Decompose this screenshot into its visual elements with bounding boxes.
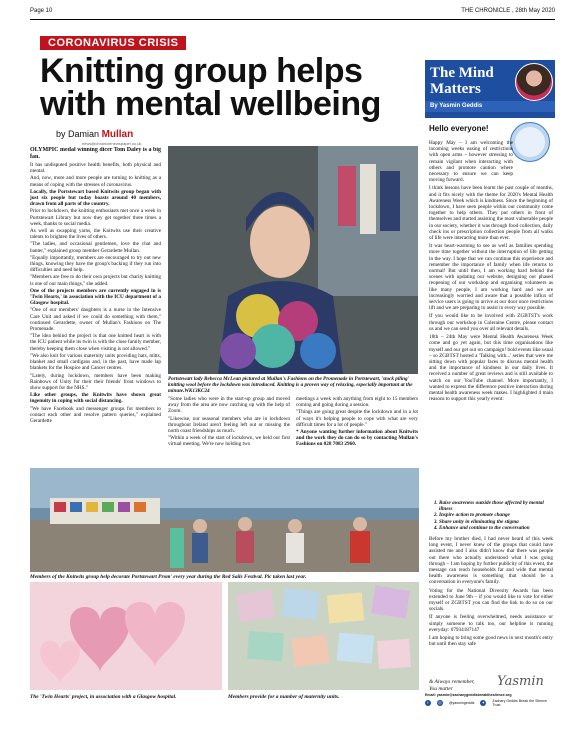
paper-issue: THE CHRONICLE , 28th May 2020 [461,8,555,14]
mind-para: If anyone is feeling overwhelmed, needs assistance or simply someone to talk too, our helpline is running everyday: 07934187147 [429,614,553,633]
photo-caption-wide: Members of the Knitwits group help decorate Portstewart Prom' every year during the Red Sails Festival. Pic taken last year. [30,574,307,580]
mind-matters-banner [425,60,555,118]
twin-hearts-art [30,582,222,690]
mind-para: Before my brother died, I had never heard of this week long event, I never knew of the groups that could have assisted me and I also didn't know that there was people out there who actually understood what I was going through – I am hoping by further publicity of this event, the message can reach households far and wide that mental health awareness is something that should be a conversation in everyone's family. [429,536,553,586]
knitting-photo-art [168,146,418,374]
mind-para: I am hoping to bring some good news in next month's entry but until then stay safe [429,635,553,648]
article-column-2 [168,396,290,466]
byline [56,129,133,140]
step-item: 2. Inspire action to promote change [439,512,551,518]
article-para: "Likewise, our seasonal members who are in lockdown throughout Ireland aren't feeling left out or missing the north coast friendships as much. [168,415,290,435]
social-handle[interactable]: @yasmingeddis [448,701,475,705]
article-para: As well as swapping yarns, the Knitwits use their creative talents to brighten the lives of others. [30,228,161,241]
article-para: "We have Facebook and messenger groups for members to contact each other and resolve pattern queries," explained Gerardette [30,405,161,424]
article-para: "Within a week of the start of lockdown, we held our first virtual meeting. We're now holding two [168,435,290,448]
mind-para: 18th – 24th May were Mental Health Awareness Week come and go yet again, but this time organisations like myself and our get out on campaign! bold events like usual – so ZGBTST hosted a 'Talking with...' series that were me sitting down with popular faces to discuss mental health and the importance of kindness in our daily lives. It received a number of great reviews and is still available to watch on our YouTube channel. More importantly, I wanted to express the difference positive interaction during mental health awareness week makes. I highlighted 4 main reasons to support this yearly event: [429,334,553,403]
signoff-line-1: & Always remember, [429,679,475,685]
article-lead: OLYMPIC medal winning dicer Tom Daley is a big fan. [30,147,161,160]
article-para: It has undisputed positive health benefits, both physical and mental. [30,162,161,175]
article-para: "Equally importantly, members are encouraged to try out new things, knowing they have the group's backing if they run into difficulties and need help. [30,254,161,274]
mind-matters-author: By Yasmin Geddis [425,101,555,112]
article-para: "One of our members' daughters is a nurse in the Intensive Care Unit and asked if we could do something with them," continued Gerardette, owner of Mullan's Fashions on The Promenade. [30,307,161,333]
photo-caption-main: Portstewart lady Rebecca McLean pictured at Mullan's Fashions on the Promenade in Portstewart, 'stock piling' knitting wool before the lockdown was introduced. Knitting is a proven way of relaxing, especially important at the minute.WK13KC24 [168,376,413,395]
byline-email: news@chroniclenewspaper.co.uk [82,141,142,146]
page-number: Page 10 [30,8,53,14]
mind-para: It was heart-warming to see as well as families spending more time together without the interruption of life getting in the way. I hope that we can continue this experience and remember the importance of family when life returns to normal! But until then, I am working hard behind the scenes with updating our website, designing our phased reopening of our workshop and organising volunteers as like many people, I am working hard and we are increasingly worried and aware that a possible influx of service users is going to arrive at our door once restrictions lift and we are preparing to assist in every way possible. [429,243,553,312]
step-item: 3. Share unity in eliminating the stigma [439,519,551,525]
byline-first: Damian [68,129,100,139]
article-para: "Some ladies who were in the start-up group and moved away from the area are now catching up with the help of Zoom. [168,396,290,415]
article-para: "Things are going great despite the lockdown and in a lot of ways it's helping people to cope with what are very difficult times for a lot of people." [296,409,418,428]
mind-para: Voting for the National Diversity Awards has been extended to June 9th – if you would like to vote for either myself or ZGBTST you can find the link to do so on our socials. [429,587,553,613]
byline-prefix: by [56,129,66,139]
mind-para: Happy May – I am welcoming the incoming weeks easing of restrictions with open arms – however stressing to remain vigilant when interacting with others and promote caution where necessary to ensure we can keep moving forward. [429,140,513,184]
instagram-icon: ◎ [438,700,442,705]
trust-name: Zachary Geddis Break the Silence Trust [492,699,547,707]
photo-caption-squares: Members provide for a number of maternity units. [228,694,340,700]
byline-last: Mullan [101,129,134,140]
article-para: "The idea behind the project is that one knitted heart is with the ICU patient while its twin is with the close family member, thereby keeping them close when visiting is not allowed." [30,333,161,352]
article-para: Locally, the Portstewart based Knitwits group began with just six people but today boasts around 40 members, drawn from all parts of the country. [30,188,161,208]
article-para: Prior to lockdown, the knitting enthusiasts met once a week in Portstewart Library but now they get together three times a week, thanks to social media. [30,208,161,227]
article-para: "Lately, during lockdown, members have been making Rainbows of Unity for their their friends' front windows to show support for the NHS." [30,372,161,391]
signature: Yasmin [497,674,544,689]
maternity-knits-photo [228,582,419,690]
prom-photo-art [30,468,419,572]
greeting: Hello everyone! [429,124,489,133]
article-para: * Anyone wanting further information about Knitwits and the work they do can do so by contacting Mullan's Fashions on 028 7083 2960. [296,429,418,448]
article-para: "Members are free to do their own projects but charity knitting is one of our main things," she added. [30,274,161,287]
article-para: "We also knit for various maternity units providing hats, mitts, blanket and small cardigans and, in the past, have made lap blankets for the Hospice and Cancer centres. [30,352,161,372]
article-para: Like other groups, the Knitwits have shown great ingenuity in coping with social distancing. [30,392,161,405]
photo-caption-pink: The 'Twin Hearts' project, in association with a Glasgow hospital. [30,694,177,700]
knitting-photo [168,146,418,374]
article-para: "The ladies, and occasional gentlemen, love the chat and banter," explained group member Gerardette Mullan. [30,241,161,254]
article-para: One of the projects members are currently engaged in is 'Twin Hearts,' in association with the ICU department of a Glasgow hospital. [30,287,161,307]
author-avatar [515,63,553,101]
headline: Knitting group helps with mental wellbeing [40,52,381,123]
social-row [425,699,555,707]
article-column-1 [30,147,161,460]
trust-logo-icon: ✦ [481,700,486,705]
signoff-line-2: You matter [429,686,453,692]
maternity-knits-art [228,582,419,690]
article-column-3 [296,396,418,466]
mind-para: I think lessons have been learnt the past couple of months, and it fits nicely with the theme for 2020's Mental Health Awareness Week which is kindness. Since the beginning of lockdown, I have seen people within our community come together to help others. They put others in front of themselves and started assisting the most vulnerable people in our society, whether it was through food collection, daily check ins or prescription collection people from all walks of life were interacting more than ever. [429,185,553,242]
mind-matters-title: The Mind Matters [430,65,494,97]
mind-para: If you would like to be involved with ZGBTST's work through our workshop in Coleraine Centre, please contact us and we can send you over all relevant details. [429,313,553,332]
mind-matters-footer [425,693,555,707]
article-para: And, now, more and more people are turning to knitting as a means of coping with the stresses of coronavirus. [30,175,161,188]
mind-matters-column [425,60,555,705]
article-para: meetings a week with anything from eight to 15 members coming and going during a session. [296,396,418,409]
mind-matters-body-2 [429,536,553,671]
mind-matters-body [429,140,553,500]
awareness-steps [431,500,551,531]
contact-email[interactable]: Email: yasmin@zacharygeddisbreakthesilence.org [425,693,512,697]
prom-decoration-photo [30,468,419,572]
social-icon: f [425,700,431,706]
section-tag: CORONAVIRUS CRISIS [40,36,186,50]
step-item: 4. Enhance and continue to the conversation [439,525,551,531]
page-header-bar [30,8,555,20]
step-item: 1. Raise awareness outside those affected by mental illness [439,500,551,512]
twin-hearts-photo [30,582,222,690]
signoff [429,679,475,693]
